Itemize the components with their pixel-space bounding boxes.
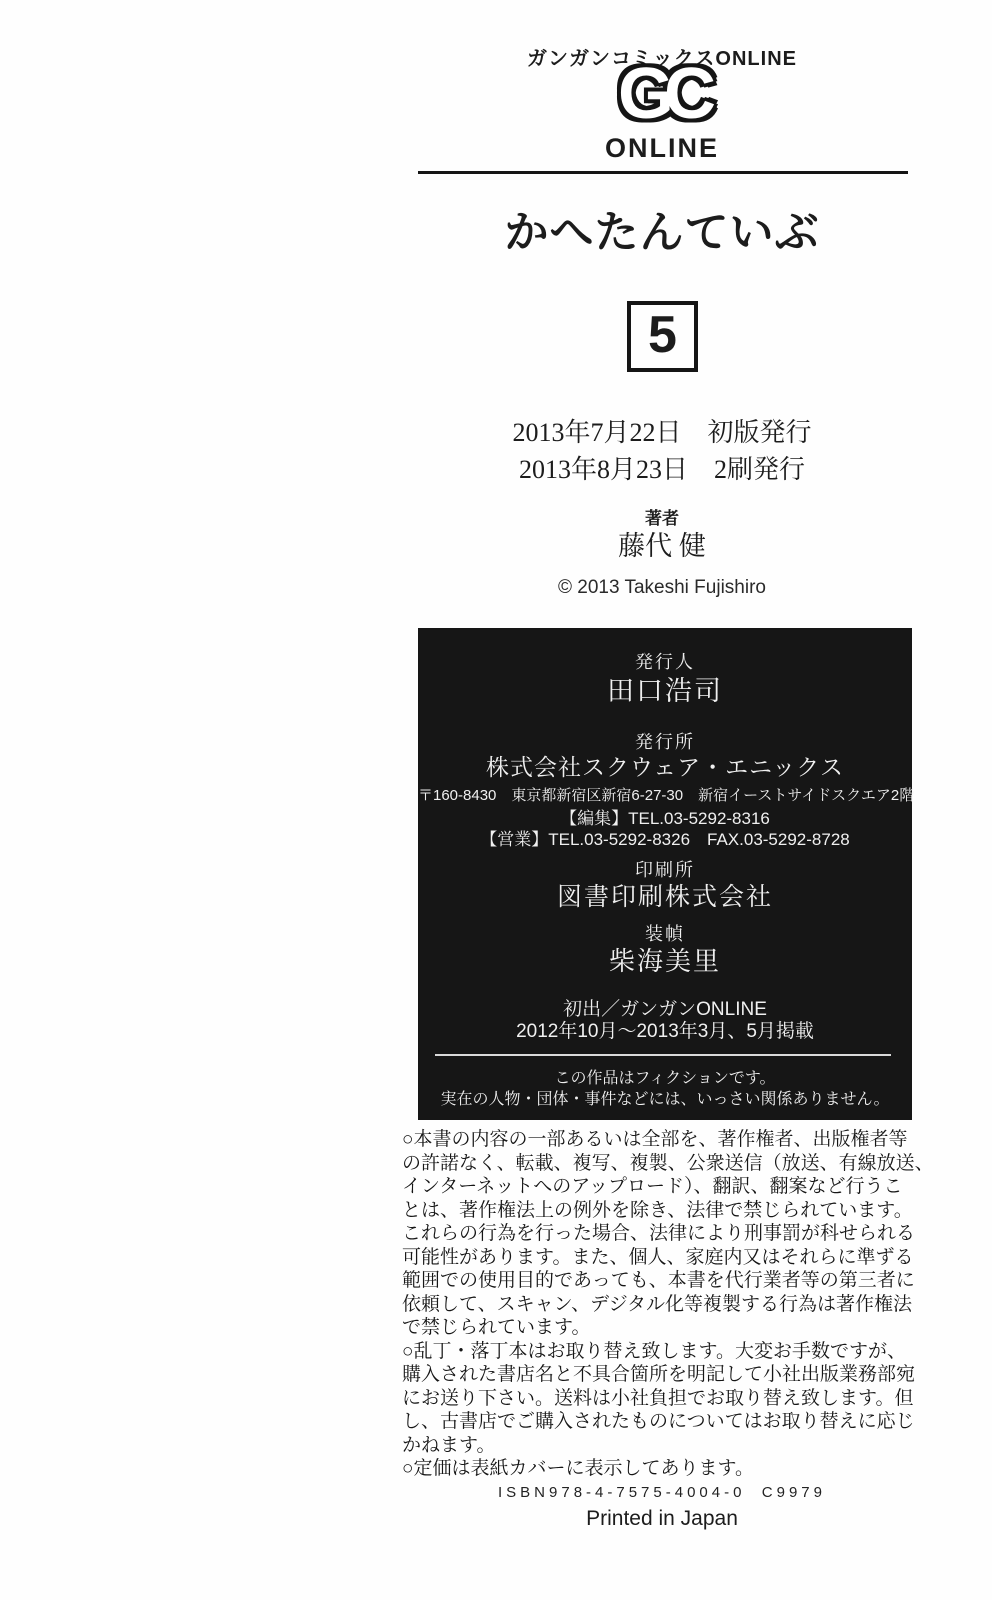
fiction-notice-line2: 実在の人物・団体・事件などには、いっさい関係ありません。 xyxy=(440,1091,890,1108)
notice-line: 購入された書店名と不具合箇所を明記して小社出版業務部宛 xyxy=(402,1364,916,1385)
notice-line: で禁じられています。 xyxy=(402,1317,591,1338)
notice-line: ○定価は表紙カバーに表示してあります。 xyxy=(402,1458,754,1479)
isbn-line: ISBN978-4-7575-4004-0 C9979 xyxy=(498,1484,826,1501)
brand-text: ガンガンコミックスONLINE xyxy=(527,48,797,70)
notice-line: ○本書の内容の一部あるいは全部を、著作権者、出版権者等 xyxy=(402,1129,908,1150)
header-divider-line xyxy=(418,171,908,174)
publisher-tel-sales: 【営業】TEL.03-5292-8326 FAX.03-5292-8728 xyxy=(480,830,850,849)
notice-line: 可能性があります。また、個人、家庭内又はそれらに準ずる xyxy=(402,1246,914,1268)
publisher-person-name: 田口浩司 xyxy=(607,676,723,706)
colophon-box xyxy=(418,628,915,1120)
gc-online-logo-label: ONLINE xyxy=(604,133,719,163)
publisher-person-label: 発行人 xyxy=(635,652,695,672)
fiction-divider-line xyxy=(435,1054,891,1056)
book-title: かへたんていぶ xyxy=(504,208,820,257)
notice-line: の許諾なく、転載、複写、複製、公衆送信（放送、有線放送、 xyxy=(402,1152,934,1174)
publisher-label: 発行所 xyxy=(635,732,695,752)
design-name: 柴海美里 xyxy=(608,946,721,976)
notice-line: インターネットへのアップロード）、翻訳、翻案など行うこ xyxy=(402,1176,903,1197)
notice-line: にお送り下さい。送料は小社負担でお取り替え致します。但 xyxy=(402,1387,914,1409)
printer-label: 印刷所 xyxy=(635,860,695,880)
fiction-notice-line1: この作品はフィクションです。 xyxy=(554,1070,776,1087)
notice-line: かねます。 xyxy=(402,1434,496,1456)
author-name: 藤代 健 xyxy=(618,531,706,561)
notice-line: これらの行為を行った場合、法律により刑事罰が科せられる xyxy=(402,1223,916,1244)
edition-dates xyxy=(412,414,912,488)
publisher-address: 〒160-8430 東京都新宿区新宿6-27-30 新宿イーストサイドスクエア2階 xyxy=(418,787,915,804)
printer-name: 図書印刷株式会社 xyxy=(556,883,773,911)
notice-line: 依頼して、スキャン、デジタル化等複製する行為は著作権法 xyxy=(402,1293,912,1315)
first-edition-line: 2013年7月22日 初版発行 xyxy=(512,418,812,447)
gc-online-logo: GC xyxy=(618,54,706,134)
first-publication-line1: 初出／ガンガンONLINE xyxy=(563,999,767,1020)
author-label: 著者 xyxy=(645,509,679,528)
notice-line: ○乱丁・落丁本はお取り替え致します。大変お手数ですが、 xyxy=(402,1340,906,1362)
printed-in-japan: Printed in Japan xyxy=(586,1507,738,1530)
publisher-name: 株式会社スクウェア・エニックス xyxy=(486,754,844,780)
first-publication-line2: 2012年10月～2013年3月、5月掲載 xyxy=(516,1021,814,1042)
second-printing-line: 2013年8月23日 2刷発行 xyxy=(518,455,805,484)
notice-line: とは、著作権法上の例外を除き、法律で禁じられています。 xyxy=(402,1199,913,1221)
notice-line: 範囲での使用目的であっても、本書を代行業者等の第三者に xyxy=(402,1270,915,1291)
volume-number-box: 5 xyxy=(627,301,698,372)
legal-notice xyxy=(402,1128,934,1481)
publisher-tel-editorial: 【編集】TEL.03-5292-8316 xyxy=(560,809,770,828)
notice-line: し、古書店でご購入されたものについてはお取り替えに応じ xyxy=(402,1411,915,1432)
design-label: 装幀 xyxy=(645,924,685,944)
copyright-line: © 2013 Takeshi Fujishiro xyxy=(558,577,766,598)
